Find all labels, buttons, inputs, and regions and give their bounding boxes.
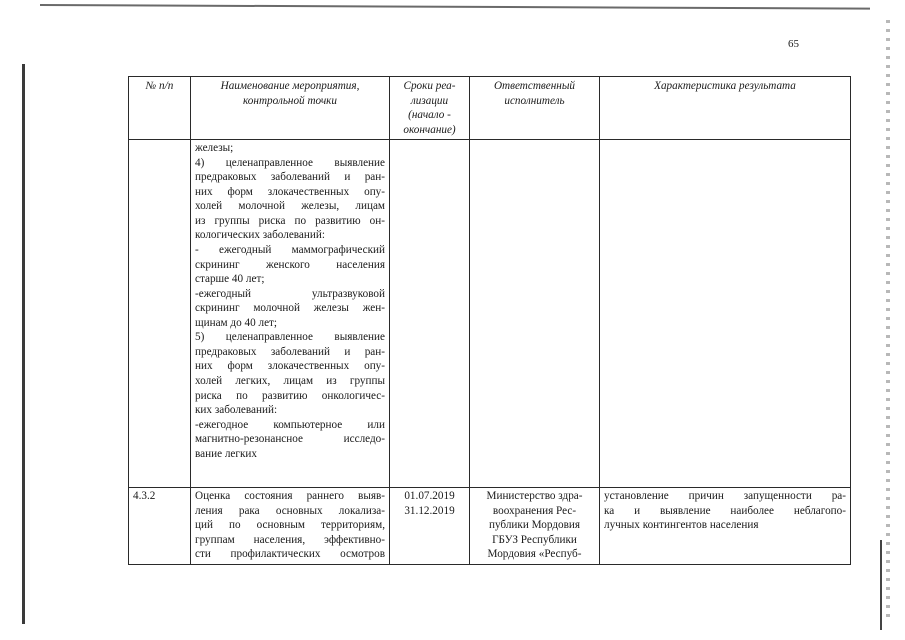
scan-right-edge-noise (886, 20, 890, 620)
header-event-name: Наименование мероприятия, контрольной точки (191, 77, 390, 140)
start-date: 01.07.2019 (404, 490, 455, 502)
end-date: 31.12.2019 (404, 504, 455, 517)
header-result: Характеристика результата (600, 77, 851, 140)
event-text-line: 4) целенаправленное выявление (195, 156, 385, 169)
event-text-line: -ежегодный ультразвуковой (195, 287, 385, 300)
cell-result: установление причин запущенности ра- ка и выявление наиболее неблагопо- лучных контингентов населения (600, 488, 851, 565)
header-deadlines: Сроки реа- лизации (начало - окончание) (390, 77, 470, 140)
event-text-line: из группы риска по развитию он- (195, 214, 385, 227)
cell-executor: Министерство здра- воохранения Рес- публики Мордовия ГБУЗ Республики Мордовия «Респуб- (470, 488, 600, 565)
cell-number: 4.3.2 (129, 488, 191, 565)
event-text-line: холей легких, лицам из группы (195, 375, 385, 387)
event-text-line: магнитно-резонансное исследо- (195, 433, 385, 446)
event-text-line: - ежегодный маммографический (195, 243, 385, 256)
event-text-line: скрининг женского населения (195, 258, 385, 271)
header-executor: Ответственный исполнитель (470, 77, 600, 140)
cell-deadlines (390, 140, 470, 488)
scan-left-binding-shadow (22, 64, 25, 624)
table-row-4-3-2 (129, 488, 851, 565)
event-text-line: предраковых заболеваний и ран- (195, 171, 385, 184)
event-text-line: старше 40 лет; (195, 273, 265, 286)
event-text-line: ких заболеваний: (195, 404, 278, 417)
header-number: № п/п (129, 77, 191, 140)
event-text-line: холей молочной железы, лицам (195, 200, 385, 213)
event-text-line: -ежегодное компьютерное или (195, 418, 385, 431)
cell-deadlines (390, 488, 470, 565)
event-text-line: предраковых заболеваний и ран- (195, 345, 385, 358)
event-text-line: них форм злокачественных опу- (195, 360, 385, 373)
event-text-line: скрининг молочной железы жен- (195, 302, 385, 315)
event-text-line: щинам до 40 лет; (195, 316, 278, 329)
cell-result (600, 140, 851, 488)
event-text-line: 5) целенаправленное выявление (195, 331, 385, 344)
cell-event-name: Оценка состояния раннего выяв- ления рака основных локализа- ций по основным территориям, группам населения, эффективно- сти профилактических осмотров (191, 488, 390, 565)
scan-top-edge-line (40, 4, 870, 10)
table-header-row (129, 77, 851, 140)
event-text-line: них форм злокачественных опу- (195, 185, 385, 198)
page-number: 65 (788, 38, 799, 50)
cell-number (129, 140, 191, 488)
event-text-line: вание легких (195, 447, 257, 460)
cell-executor (470, 140, 600, 488)
scan-right-edge-mark (880, 540, 882, 630)
event-text-line: железы; (195, 142, 234, 154)
cell-event-name (191, 140, 390, 488)
event-text-line: риска по развитию онкологичес- (195, 389, 385, 402)
event-text-line: кологических заболеваний: (195, 229, 325, 242)
table-row-continuation (129, 140, 851, 488)
action-plan-table (128, 76, 851, 565)
